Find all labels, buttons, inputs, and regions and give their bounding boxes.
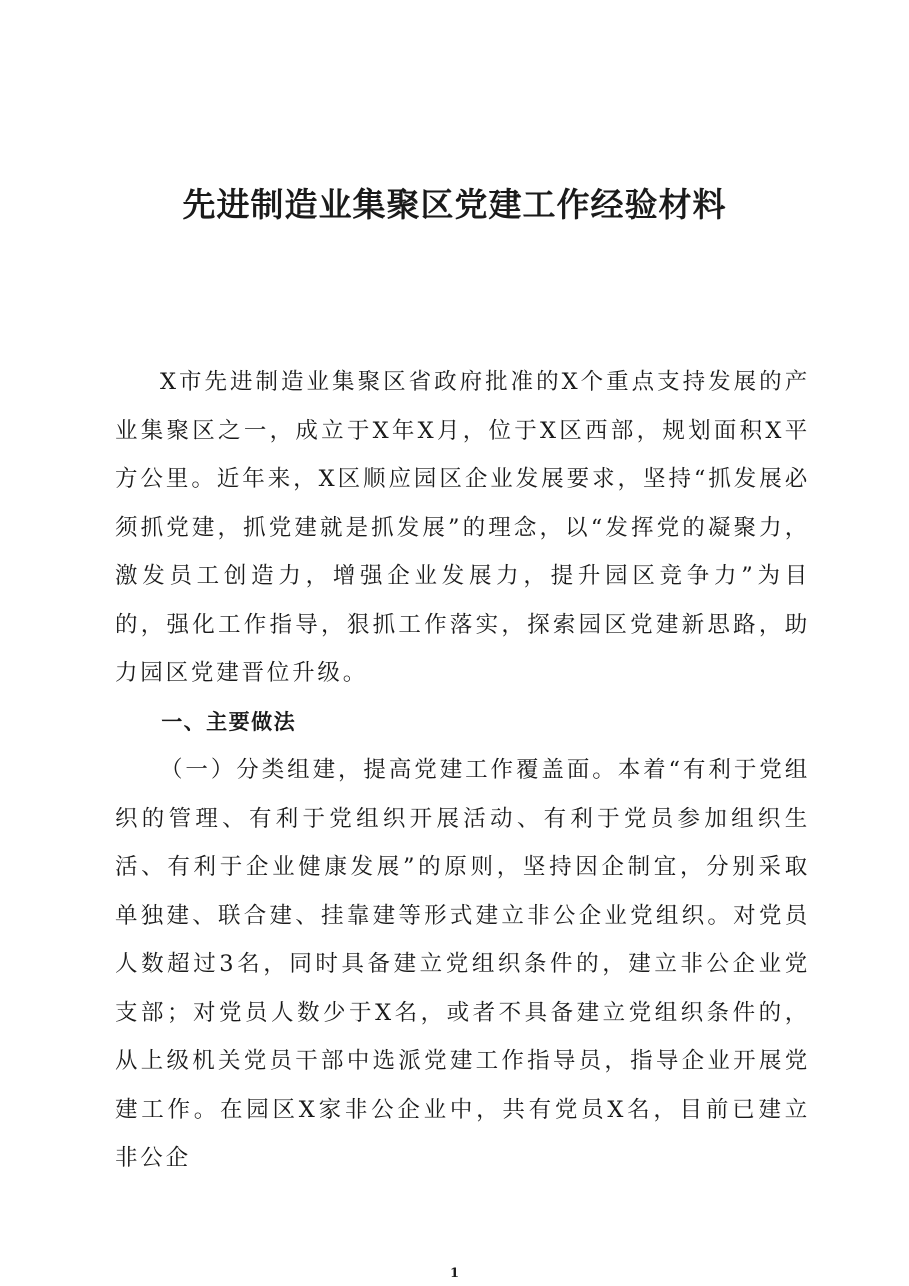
document-title: 先进制造业集聚区党建工作经验材料 [182,185,727,224]
body-paragraph-classified-organization: （一）分类组建，提高党建工作覆盖面。本着“有利于党组织的管理、有利于党组织开展活动、有利于党员参加组织生活、有利于企业健康发展”的原则，坚持因企制宜，分别采取单独建、联合建、挂靠建等形式建立非公企业党组织。对党员人数超过3名，同时具备建立党组织条件的，建立非公企业党支部；对党员人数少于X名，或者不具备建立党组织条件的，从上级机关党员干部中选派党建工作指导员，指导企业开展党建工作。在园区X家非公企业中，共有党员X名，目前已建立非公企 [115,757,810,1171]
body-paragraph-intro: X市先进制造业集聚区省政府批准的X个重点支持发展的产业集聚区之一，成立于X年X月，位于X区西部，规划面积X平方公里。近年来，X区顺应园区企业发展要求，坚持“抓发展必须抓党建，抓党建就是抓发展”的理念，以“发挥党的凝聚力，激发员工创造力，增强企业发展力，提升园区竞争力”为目的，强化工作指导，狠抓工作落实，探索园区党建新思路，助力园区党建晋位升级。 [115,369,810,686]
section-heading-main-practices: 一、主要做法 [161,709,297,734]
document-body [115,358,810,1183]
page-number: 1 [449,1266,460,1281]
